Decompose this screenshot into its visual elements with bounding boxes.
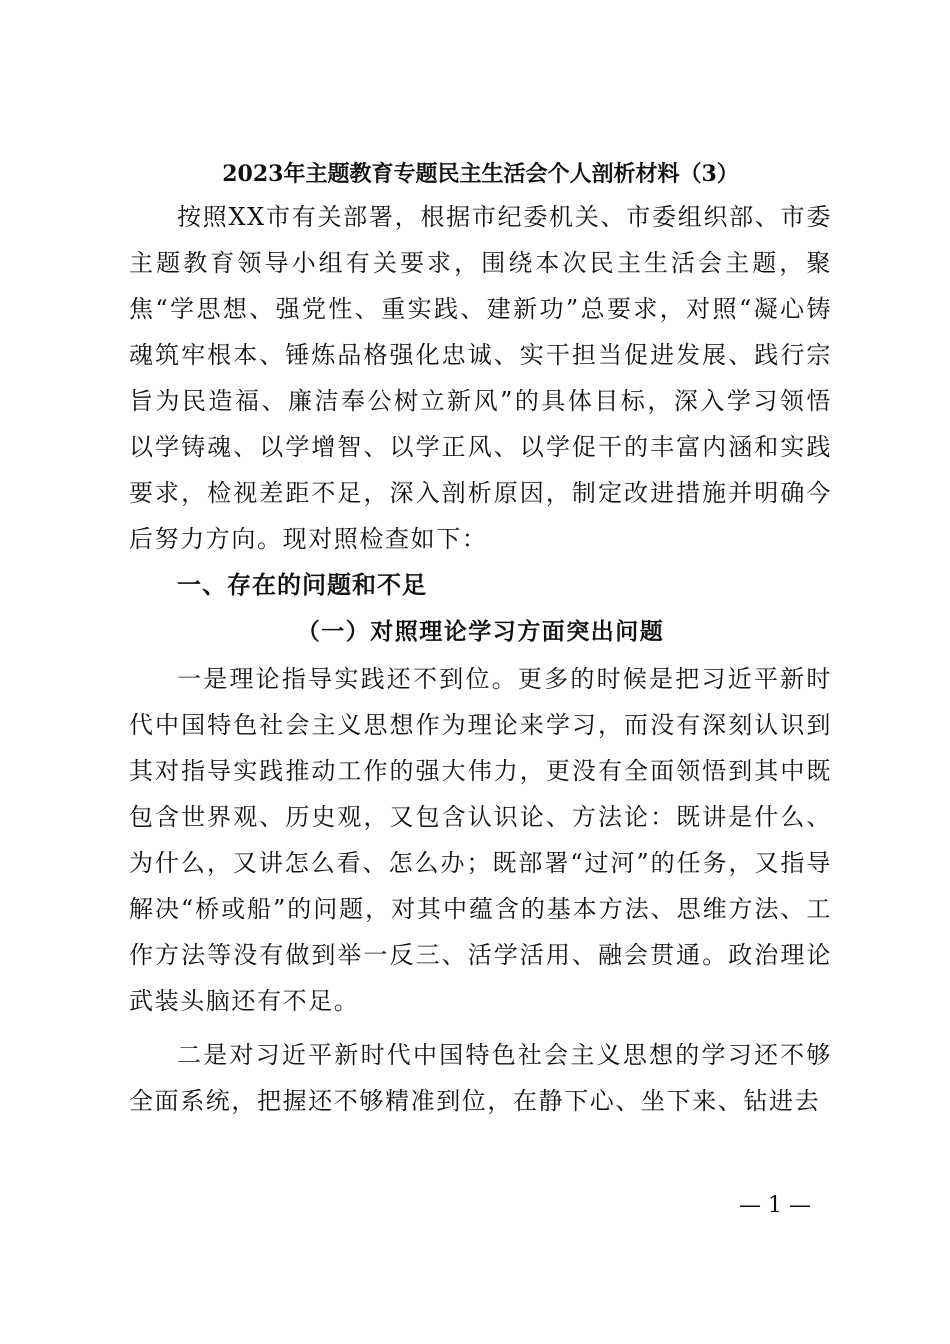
point-one-text: 一是理论指导实践还不到位。更多的时候是把习近平新时代中国特色社会主义思想作为理论来学习，而没有深刻认识到其对指导实践推动工作的强大伟力，更没有全面领悟到其中既包含世界观、历史观，又包含认识论、方法论：既讲是什么、为什么，又讲怎么看、怎么办；既部署“过河”的任务，又指导解决“桥或船”的问题，对其中蕴含的基本方法、思维方法、工作方法等没有做到举一反 <box>129 665 832 969</box>
subsection-heading-theory: （一）对照理论学习方面突出问题 <box>296 618 665 645</box>
point-one-tail: 。政治理论武装头脑还有不足。 <box>129 941 832 1015</box>
paragraph-gap <box>129 1024 832 1032</box>
page-number: — 1 — <box>739 1193 811 1218</box>
intro-paragraph: 按照XX市有关部署，根据市纪委机关、市委组织部、市委主题教育领导小组有关要求，围绕本次民主生活会主题，聚焦“学思想、强党性、重实践、建新功”总要求，对照“凝心铸魂筑牢根本、锤炼品格强化忠诚、实干担当促进发展、践行宗旨为民造福、廉洁奉公树立新风”的具体目标，深入学习领悟以学铸魂、以学增智、以学正风、以学促干的丰富内涵和实践要求，检视差距不足，深入剖析原因，制定改进措施并明确今后努力方向。现对照检查如下： <box>129 203 832 553</box>
document-body <box>129 154 832 1124</box>
point-two-paragraph: 二是对习近平新时代中国特色社会主义思想的学习还不够全面系统，把握还不够精准到位，在静下心、坐下来、钻进去 <box>129 1041 832 1115</box>
section-heading-problems: 一、存在的问题和不足 <box>177 571 427 599</box>
point-one-paragraph <box>129 656 832 1024</box>
point-one-emphasis: 三、活学活用、融会贯通 <box>415 941 703 969</box>
document-title: 2023年主题教育专题民主生活会个人剖析材料（3） <box>222 161 739 187</box>
